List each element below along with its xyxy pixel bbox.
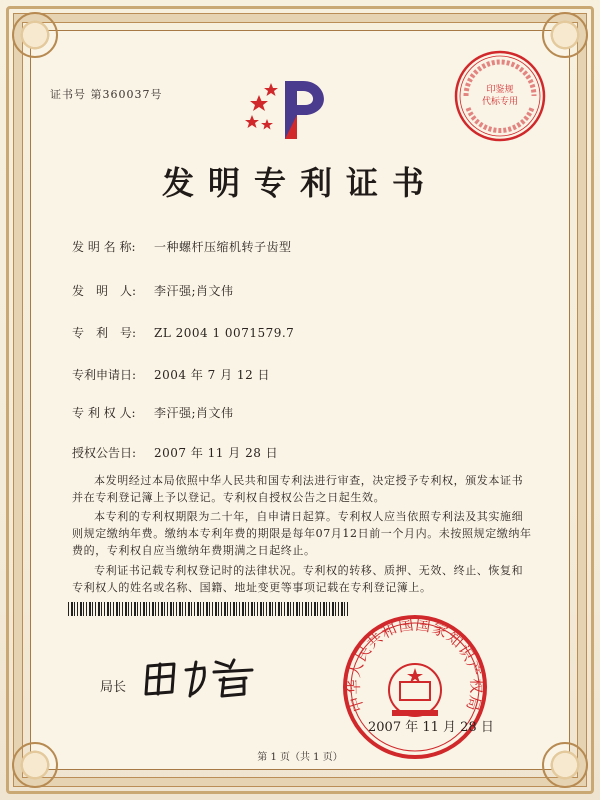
field-label: 专 利 号: [72, 326, 137, 340]
field-patent-number [72, 324, 294, 341]
field-value: 2007 年 11 月 28 日 [154, 446, 279, 460]
director-title: 局长 [100, 680, 127, 695]
patent-office-logo-icon [245, 75, 345, 145]
field-value: 李汗强;肖文伟 [154, 406, 234, 420]
office-seal-icon [340, 612, 490, 762]
page-number: 第 1 页（共 1 页） [257, 752, 343, 763]
field-value: 李汗强;肖文伟 [154, 284, 234, 298]
agency-seal-icon [452, 48, 548, 144]
field-label: 专利申请日: [72, 368, 137, 382]
field-invention-name [72, 238, 292, 255]
field-value: 一种螺杆压缩机转子齿型 [154, 240, 292, 254]
paragraph-status: 专利证书记载专利权登记时的法律状况。专利权的转移、质押、无效、终止、恢复和专利权人的姓名或名称、国籍、地址变更等事项记载在专利登记簿上。 [72, 564, 524, 594]
issue-date: 2007 年 11 月 28 日 [368, 720, 494, 735]
corner-ornament [12, 12, 58, 58]
director-signature-icon [140, 652, 260, 702]
field-label: 专 利 权 人: [72, 406, 136, 420]
field-patentee [72, 404, 234, 421]
field-application-date [72, 366, 270, 383]
paragraph-term: 本专利的专利权期限为二十年，自申请日起算。专利权人应当依照专利法及其实施细则规定缴纳年费。缴纳本专利年费的期限是每年07月12日前一个月内。未按照规定缴纳年费的，专利权自应当缴纳年费期满之日起终止。 [72, 510, 532, 557]
field-value: 2004 年 7 月 12 日 [154, 368, 271, 382]
field-label: 授权公告日: [72, 446, 137, 460]
svg-text:中华人民共和国国家知识产权局: 中华人民共和国国家知识产权局 [344, 615, 486, 714]
certificate-number-label: 证书号 [50, 88, 86, 101]
certificate-title: 发明专利证书 [161, 164, 438, 202]
paragraph-grant: 本发明经过本局依照中华人民共和国专利法进行审查，决定授予专利权，颁发本证书并在专利登记簿上予以登记。专利权自授权公告之日起生效。 [72, 474, 524, 504]
field-inventor [72, 282, 234, 299]
field-value: ZL 2004 1 0071579.7 [154, 326, 295, 340]
svg-text:印鉴规: 印鉴规 [486, 85, 514, 95]
certificate-number [50, 86, 163, 102]
field-label: 发 明 人: [72, 284, 137, 298]
certificate-number-value: 第360037号 [90, 88, 163, 101]
svg-text:代标专用: 代标专用 [481, 97, 519, 107]
field-grant-date [72, 444, 278, 461]
field-label: 发 明 名 称: [72, 240, 136, 254]
corner-ornament [542, 12, 588, 58]
barcode [68, 602, 350, 616]
